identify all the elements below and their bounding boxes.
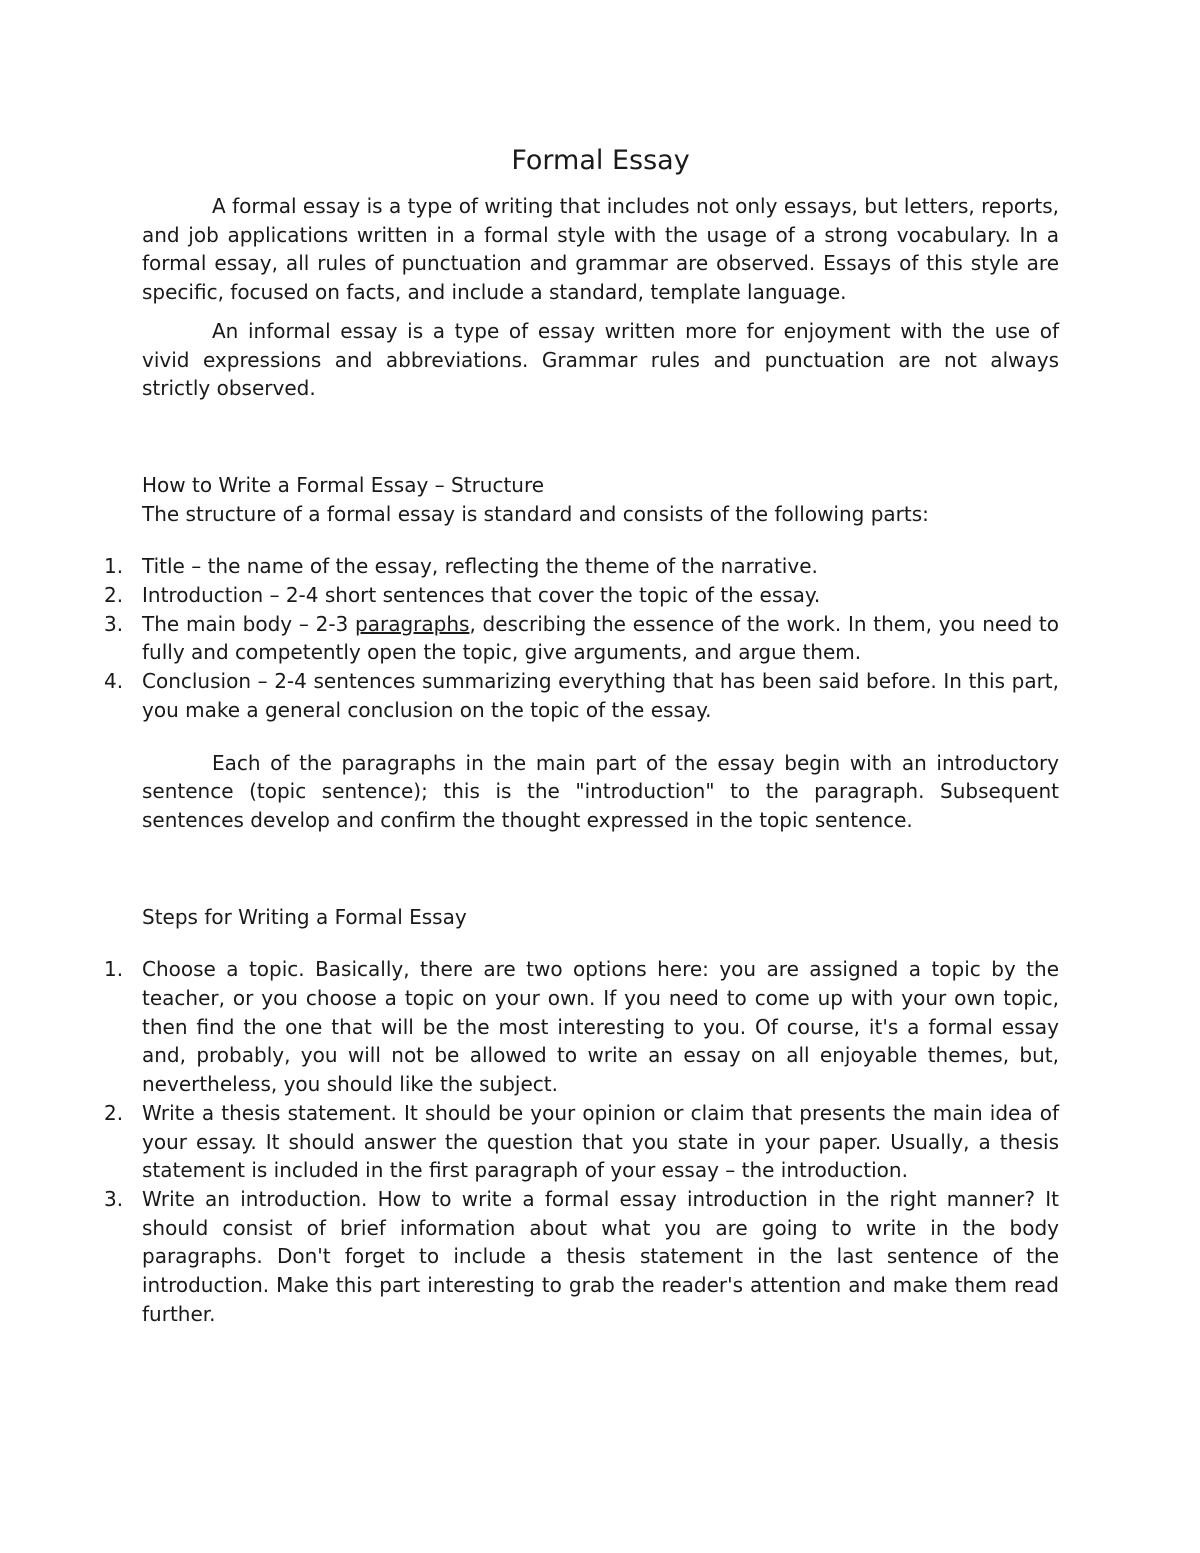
list-item [104, 1099, 1059, 1185]
list-item [104, 667, 1059, 724]
list-item-text: Write an introduction. How to write a formal essay introduction in the right manner? It should consist of brief information about what you are going to write in the body paragraphs. Don't forget to include a thesis statement in the last sentence of the introduction. Make this part interesting to grab the reader's attention and make them read further. [142, 1186, 1059, 1326]
list-number: 3. [104, 611, 124, 636]
paragraphs-link[interactable]: paragraphs [355, 611, 470, 636]
intro-paragraph-formal: A formal essay is a type of writing that includes not only essays, but letters, reports, and job applications written in a formal style with the usage of a strong vocabulary. In a formal essay, all rules of punctuation and grammar are observed. Essays of this style are specific, focused on facts, and include a standard, template language. [142, 194, 1059, 305]
structure-heading: How to Write a Formal Essay – Structure [142, 472, 545, 497]
structure-closing-paragraph: Each of the paragraphs in the main part of the essay begin with an introductory sentence (topic sentence); this is the "introduction" to the paragraph. Subsequent sentences develop and confirm the thought expressed in the topic sentence. [142, 750, 1059, 832]
list-item-text: The main body – 2-3 [142, 611, 356, 636]
structure-list [104, 552, 1059, 724]
steps-heading: Steps for Writing a Formal Essay [142, 904, 467, 929]
intro-paragraph-informal: An informal essay is a type of essay written more for enjoyment with the use of vivid expressions and abbreviations. Grammar rules and punctuation are not always strictly observed. [142, 318, 1059, 401]
list-number: 4. [104, 669, 124, 694]
structure-lead: The structure of a formal essay is standard and consists of the following parts: [142, 501, 929, 526]
list-number: 2. [104, 583, 124, 608]
list-item-text: Write a thesis statement. It should be your opinion or claim that presents the main idea of your essay. It should answer the question that you state in your paper. Usually, a thesis statement is included in the first paragraph of your essay – the introduction. [142, 1100, 1059, 1183]
list-item [104, 610, 1059, 667]
document-body [104, 140, 1059, 1329]
list-item-text: , describing the essence of the work. In them, you need to fully and competently open the topic, give arguments, and argue them. [142, 611, 1059, 665]
list-item-text: Choose a topic. Basically, there are two options here: you are assigned a topic by the teacher, or you choose a topic on your own. If you need to come up with your own topic, then find the one that will be the most interesting to you. Of course, it's a formal essay and, probably, you will not be allowed to write an essay on all enjoyable themes, but, nevertheless, you should like the subject. [142, 957, 1059, 1097]
list-item-text: Introduction – 2-4 short sentences that cover the topic of the essay. [142, 583, 821, 608]
list-item [104, 581, 1059, 610]
list-item-text: Title – the name of the essay, reflecting the theme of the narrative. [142, 554, 818, 579]
list-number: 1. [104, 957, 124, 982]
document-title: Formal Essay [511, 145, 690, 176]
steps-list [104, 955, 1059, 1328]
list-number: 1. [104, 554, 124, 579]
list-number: 3. [104, 1186, 124, 1211]
list-item-text: Conclusion – 2-4 sentences summarizing everything that has been said before. In this part, you make a general conclusion on the topic of the essay. [142, 669, 1059, 722]
list-item [104, 1185, 1059, 1329]
list-item [104, 955, 1059, 1099]
list-number: 2. [104, 1100, 124, 1125]
list-item [104, 552, 1059, 581]
